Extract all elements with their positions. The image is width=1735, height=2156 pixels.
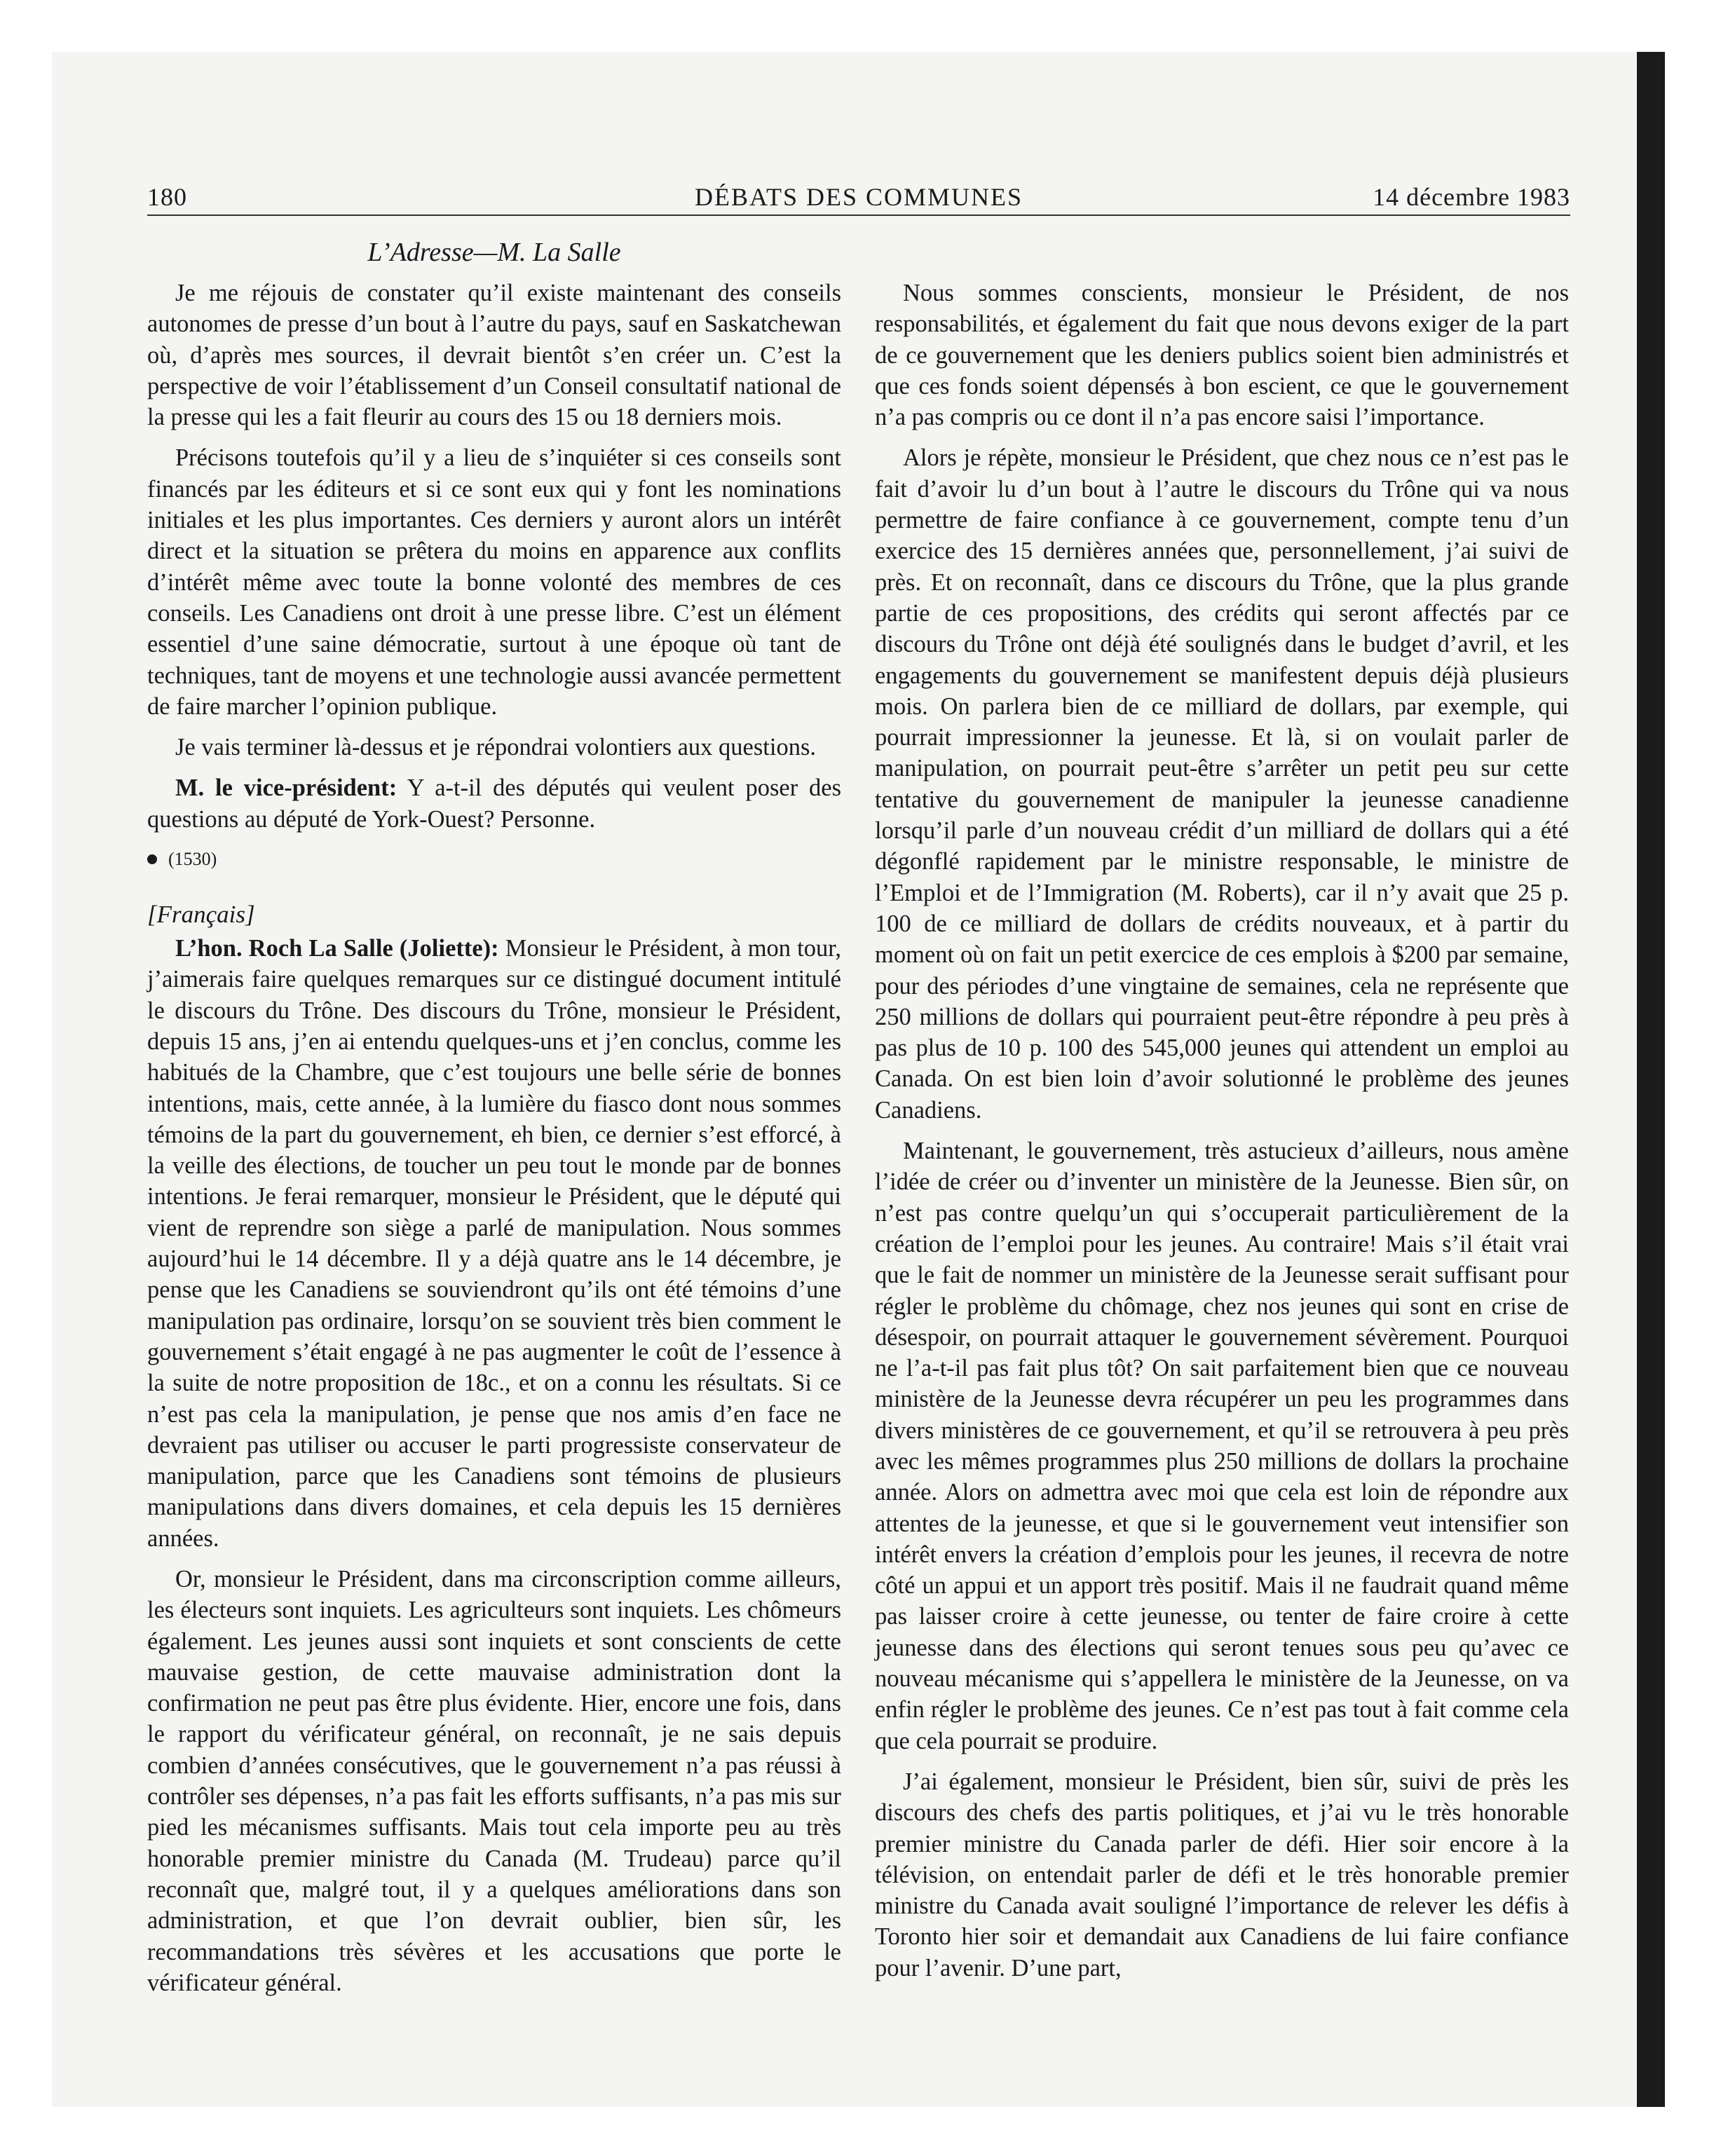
running-header <box>147 181 1570 213</box>
bullet-icon <box>147 854 157 864</box>
header-date: 14 décembre 1983 <box>1373 183 1570 211</box>
paragraph <box>147 933 841 1554</box>
publication-title: DÉBATS DES COMMUNES <box>694 183 1023 211</box>
section-subheading: L’Adresse—M. La Salle <box>367 238 621 267</box>
paragraph: Or, monsieur le Président, dans ma circonscription comme ailleurs, les électeurs sont inquiets. Les agriculteurs sont inquiets. Les chômeurs également. Les jeunes aussi sont inquiets et sont conscients de cette mauvaise gestion, de cette mauvaise administration dont la confirmation ne peut pas être plus évidente. Hier, encore une fois, dans le rapport du vérificateur général, on reconnaît, je ne sais depuis combien d’années consécutives, que le gouvernement n’a pas réussi à contrôler ses dépenses, n’a pas fait les efforts suffisants, n’a pas mis sur pied les mécanismes suffisants. Mais tout cela importe peu au très honorable premier ministre du Canada (M. Trudeau) parce qu’il reconnaît que, malgré tout, il y a quelques améliorations dans son administration, et que l’on devrait oublier, bien sûr, les recommandations très sévères et les accusations que porte le vérificateur général. <box>147 1565 841 1996</box>
time-marker <box>147 847 841 871</box>
speaker-name: M. le vice-président: <box>175 775 397 802</box>
paragraph <box>147 772 841 835</box>
time-marker-text: (1530) <box>168 849 217 870</box>
paragraph: Je vais terminer là-dessus et je répondrai volontiers aux questions. <box>175 734 817 761</box>
paragraph: Je me réjouis de constater qu’il existe maintenant des conseils autonomes de presse d’un bout à l’autre du pays, sauf en Saskatchewan où, d’après mes sources, il devrait bientôt s’en créer un. C’est la perspective de voir l’établissement d’un Conseil consultatif national de la presse qui les a fait fleurir au cours des 15 ou 18 derniers mois. <box>147 280 841 431</box>
speech-text: Monsieur le Président, à mon tour, j’aimerais faire quelques remarques sur ce distingué document intitulé le discours du Trône. Des discours du Trône, monsieur le Président, depuis 15 ans, j’en ai entendu quelques-uns et j’en conclus, comme les habitués de la Chambre, que c’est toujours une belle série de bonnes intentions, mais, cette année, à la lumière du fiasco dont nous sommes témoins de la part du gouvernement, eh bien, ce dernier s’est efforcé, à la veille des élections, de toucher un peu tout le monde par de bonnes intentions. Je ferai remarquer, monsieur le Président, que le député qui vient de reprendre son siège a parlé de manipulation. Nous sommes aujourd’hui le 14 décembre. Il y a déjà quatre ans le 14 décembre, je pense que les Canadiens se souviendront qu’ils ont été témoins d’une manipulation pas ordinaire, lorsqu’on se souvient très bien comment le gouvernement s’était engagé à ne pas augmenter le coût de l’essence à la suite de notre proposition de 18c., et on a connu les résultats. Si ce n’est pas cela la manipulation, je pense que nos amis d’en face ne devraient pas utiliser ou accuser le parti progressiste conservateur de manipulation, parce que les Canadiens sont témoins de plusieurs manipulations dans divers domaines, et cela depuis les 15 dernières années. <box>147 935 841 1552</box>
paragraph: Nous sommes conscients, monsieur le Président, de nos responsabilités, et également du fait que nous devons exiger de la part de ce gouvernement que les deniers publics soient bien administrés et que ces fonds soient dépensés à bon escient, ce que le gouvernement n’a pas compris ou ce dont il n’a pas encore saisi l’importance. <box>875 280 1569 431</box>
paragraph: J’ai également, monsieur le Président, bien sûr, suivi de près les discours des chefs des partis politiques, et j’ai vu le très honorable premier ministre du Canada parler de défi. Hier soir encore à la télévision, on entendait parler de défi et le très honorable premier ministre du Canada avait souligné l’importance de relever les défis à Toronto hier soir et demandait aux Canadiens de lui faire confiance pour l’avenir. D’une part, <box>875 1768 1569 1981</box>
scan-edge-bar <box>1637 52 1665 2107</box>
paragraph: Maintenant, le gouvernement, très astucieux d’ailleurs, nous amène l’idée de créer ou d’inventer un ministère de la Jeunesse. Bien sûr, on n’est pas contre quelqu’un qui s’occuperait particulièrement de la création de l’emploi pour les jeunes. Au contraire! Mais s’il était vrai que le fait de nommer un ministère de la Jeunesse serait suffisant pour régler le problème du chômage, chez nos jeunes qui sont en crise de désespoir, on pourrait attaquer le gouvernement sévèrement. Pourquoi ne l’a-t-il pas fait plus tôt? On sait parfaitement bien que ce nouveau ministère de la Jeunesse devra récupérer un peu les programmes dans divers ministères de ce gouvernement, et qu’il se retrouvera à peu près avec les mêmes programmes plus 250 millions de dollars la prochaine année. Alors on admettra avec moi que cela est loin de répondre aux attentes de la jeunesse, et que si le gouvernement veut intensifier son intérêt envers la création d’emplois pour les jeunes, il recevra de notre côté un appui et un apport très positif. Mais il ne faudrait quand même pas laisser croire à cette jeunesse, ou tenter de faire croire à cette jeunesse dans des élections qui seront tenues sous peu qu’avec ce nouveau mécanisme qui s’appellera le ministère de la Jeunesse, on va enfin régler le problème des jeunes. Ce n’est pas tout à fait comme cela que cela pourrait se produire. <box>875 1138 1569 1754</box>
language-tag: [Français] <box>147 901 255 929</box>
page-number: 180 <box>147 183 187 211</box>
left-column <box>147 278 841 2008</box>
header-rule <box>147 214 1570 216</box>
paragraph: Précisons toutefois qu’il y a lieu de s’inquiéter si ces conseils sont financés par les éditeurs et si ce sont eux qui y font les nominations initiales et les plus importantes. Ces derniers y auront alors un intérêt direct et la situation se prêtera du moins en apparence aux conflits d’intérêt même avec toute la bonne volonté des membres de ces conseils. Les Canadiens ont droit à une presse libre. C’est un élément essentiel d’une saine démocratie, surtout à une époque où tant de techniques, tant de moyens et une technologie aussi avancée permettent de faire marcher l’opinion publique. <box>147 444 841 720</box>
right-column <box>875 278 1569 1993</box>
paragraph: Alors je répète, monsieur le Président, que chez nous ce n’est pas le fait d’avoir lu d’un bout à l’autre le discours du Trône qui va nous permettre de faire confiance à ce gouvernement, compte tenu d’un exercice des 15 dernières années que, personnellement, j’ai suivi de près. Et on reconnaît, dans ce discours du Trône, que la plus grande partie de ces propositions, des crédits qui seront affectés par ce discours du Trône ont déjà été soulignés dans le budget d’avril, et les engagements du gouvernement se manifestent depuis déjà plusieurs mois. On parlera bien de ce milliard de dollars, par exemple, qui pourrait impressionner la jeunesse. Et là, si on voulait parler de manipulation, on pourrait peut-être s’arrêter un petit peu sur cette tentative du gouvernement de manipuler la jeunesse canadienne lorsqu’il parle d’un nouveau crédit d’un milliard de dollars qui a été dégonflé rapidement par le ministre responsable, le ministre de l’Emploi et de l’Immigration (M. Roberts), car il n’y avait que 25 p. 100 de ce milliard de dollars de crédits nouveaux, et à partir du moment où on fait un petit exercice de ces emplois à $200 par semaine, pour des périodes d’une vingtaine de semaines, cela ne représente que 250 millions de dollars qui pourraient peut-être répondre à peu près à pas plus de 10 p. 100 des 545,000 jeunes qui attendent un emploi au Canada. On est bien loin d’avoir solutionné le problème des jeunes Canadiens. <box>875 444 1569 1124</box>
speech-text: Y a-t-il des députés qui veulent poser des questions au député de York-Ouest? Personne. <box>147 775 842 833</box>
speaker-name: L’hon. Roch La Salle (Joliette): <box>175 935 499 962</box>
